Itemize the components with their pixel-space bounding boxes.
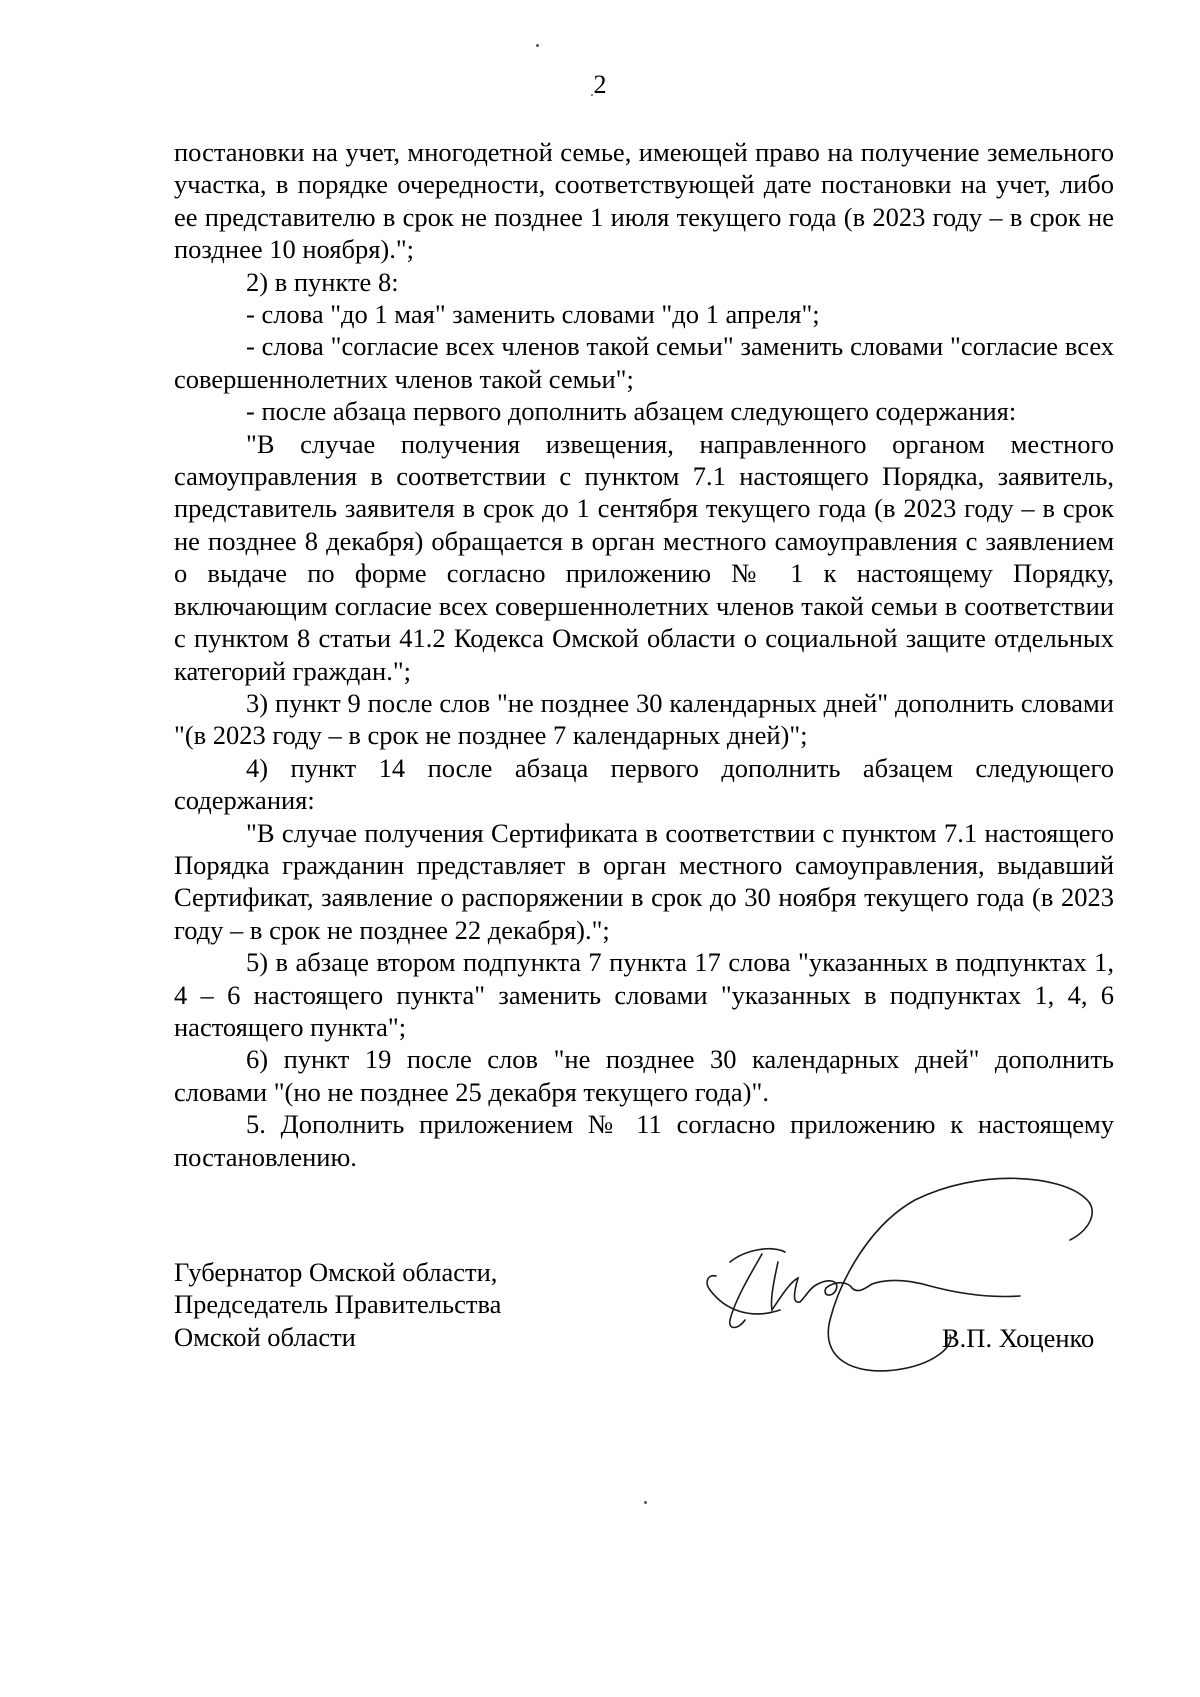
paragraph: 4) пункт 14 после абзаца первого дополнить абзацем следующего содержания: (174, 752, 1114, 816)
paragraph: 3) пункт 9 после слов "не позднее 30 календарных дней" дополнить словами "(в 2023 году – в срок не позднее 7 календарных дней)"; (174, 687, 1114, 751)
paragraph: "В случае получения Сертификата в соответствии с пунктом 7.1 настоящего Порядка гражданин представляет в орган местного самоуправления, выдавший Сертификат, заявление о распоряжении в срок до 30 ноября текущего года (в 2023 году – в срок не позднее 22 декабря)."; (174, 817, 1114, 945)
paragraph: - слова "до 1 мая" заменить словами "до 1 апреля"; (246, 299, 820, 330)
scan-speck (536, 44, 539, 47)
page-number: 2 (593, 70, 607, 99)
paragraph: "В случае получения извещения, направленного органом местного самоуправления в соответствии с пунктом 7.1 настоящего Порядка, заявитель, представитель заявителя в срок до 1 сентября текущего года (в 2023 году – в срок не позднее 8 декабря) обращается в орган местного самоуправления с заявлением о выдаче по форме согласно приложению № 1 к настоящему Порядку, включающим согласие всех совершеннолетних членов такой семьи в соответствии с пунктом 8 статьи 41.2 Кодекса Омской области о социальной защите отдельных категорий граждан."; (174, 428, 1114, 686)
paragraph: 6) пункт 19 после слов "не позднее 30 календарных дней" дополнить словами "(но не позднее 25 декабря текущего года)". (174, 1044, 1114, 1107)
scan-speck (644, 1501, 647, 1504)
signatory-title-line: Омской области (174, 1321, 356, 1352)
paragraph: - слова "согласие всех членов такой семьи" заменить словами "согласие всех совершеннолетних членов такой семьи"; (174, 331, 1114, 394)
signatory-title (174, 1256, 501, 1353)
paragraph: 5. Дополнить приложением № 11 согласно приложению к настоящему постановлению. (174, 1109, 1114, 1172)
document-body (174, 136, 1114, 1173)
paragraph: 5) в абзаце втором подпункта 7 пункта 17 слова "указанных в подпунктах 1, 4 – 6 настоящего пункта" заменить словами "указанных в подпунктах 1, 4, 6 настоящего пункта"; (174, 947, 1114, 1042)
scan-speck (591, 94, 593, 96)
signatory-title-line: Председатель Правительства (174, 1289, 502, 1320)
paragraph: - после абзаца первого дополнить абзацем следующего содержания: (246, 396, 1017, 427)
signatory-title-line: Губернатор Омской области, (174, 1257, 498, 1287)
paragraph: постановки на учет, многодетной семье, имеющей право на получение земельного участка, в порядке очередности, соответствующей дате постановки на учет, либо ее представителю в срок не позднее 1 июля текущего года (в 2023 году – в срок не позднее 10 ноября)."; (174, 137, 1114, 265)
signatory-name: В.П. Хоценко (942, 1323, 1095, 1353)
handwritten-signature (690, 1170, 1110, 1390)
paragraph: 2) в пункте 8: (246, 266, 399, 297)
